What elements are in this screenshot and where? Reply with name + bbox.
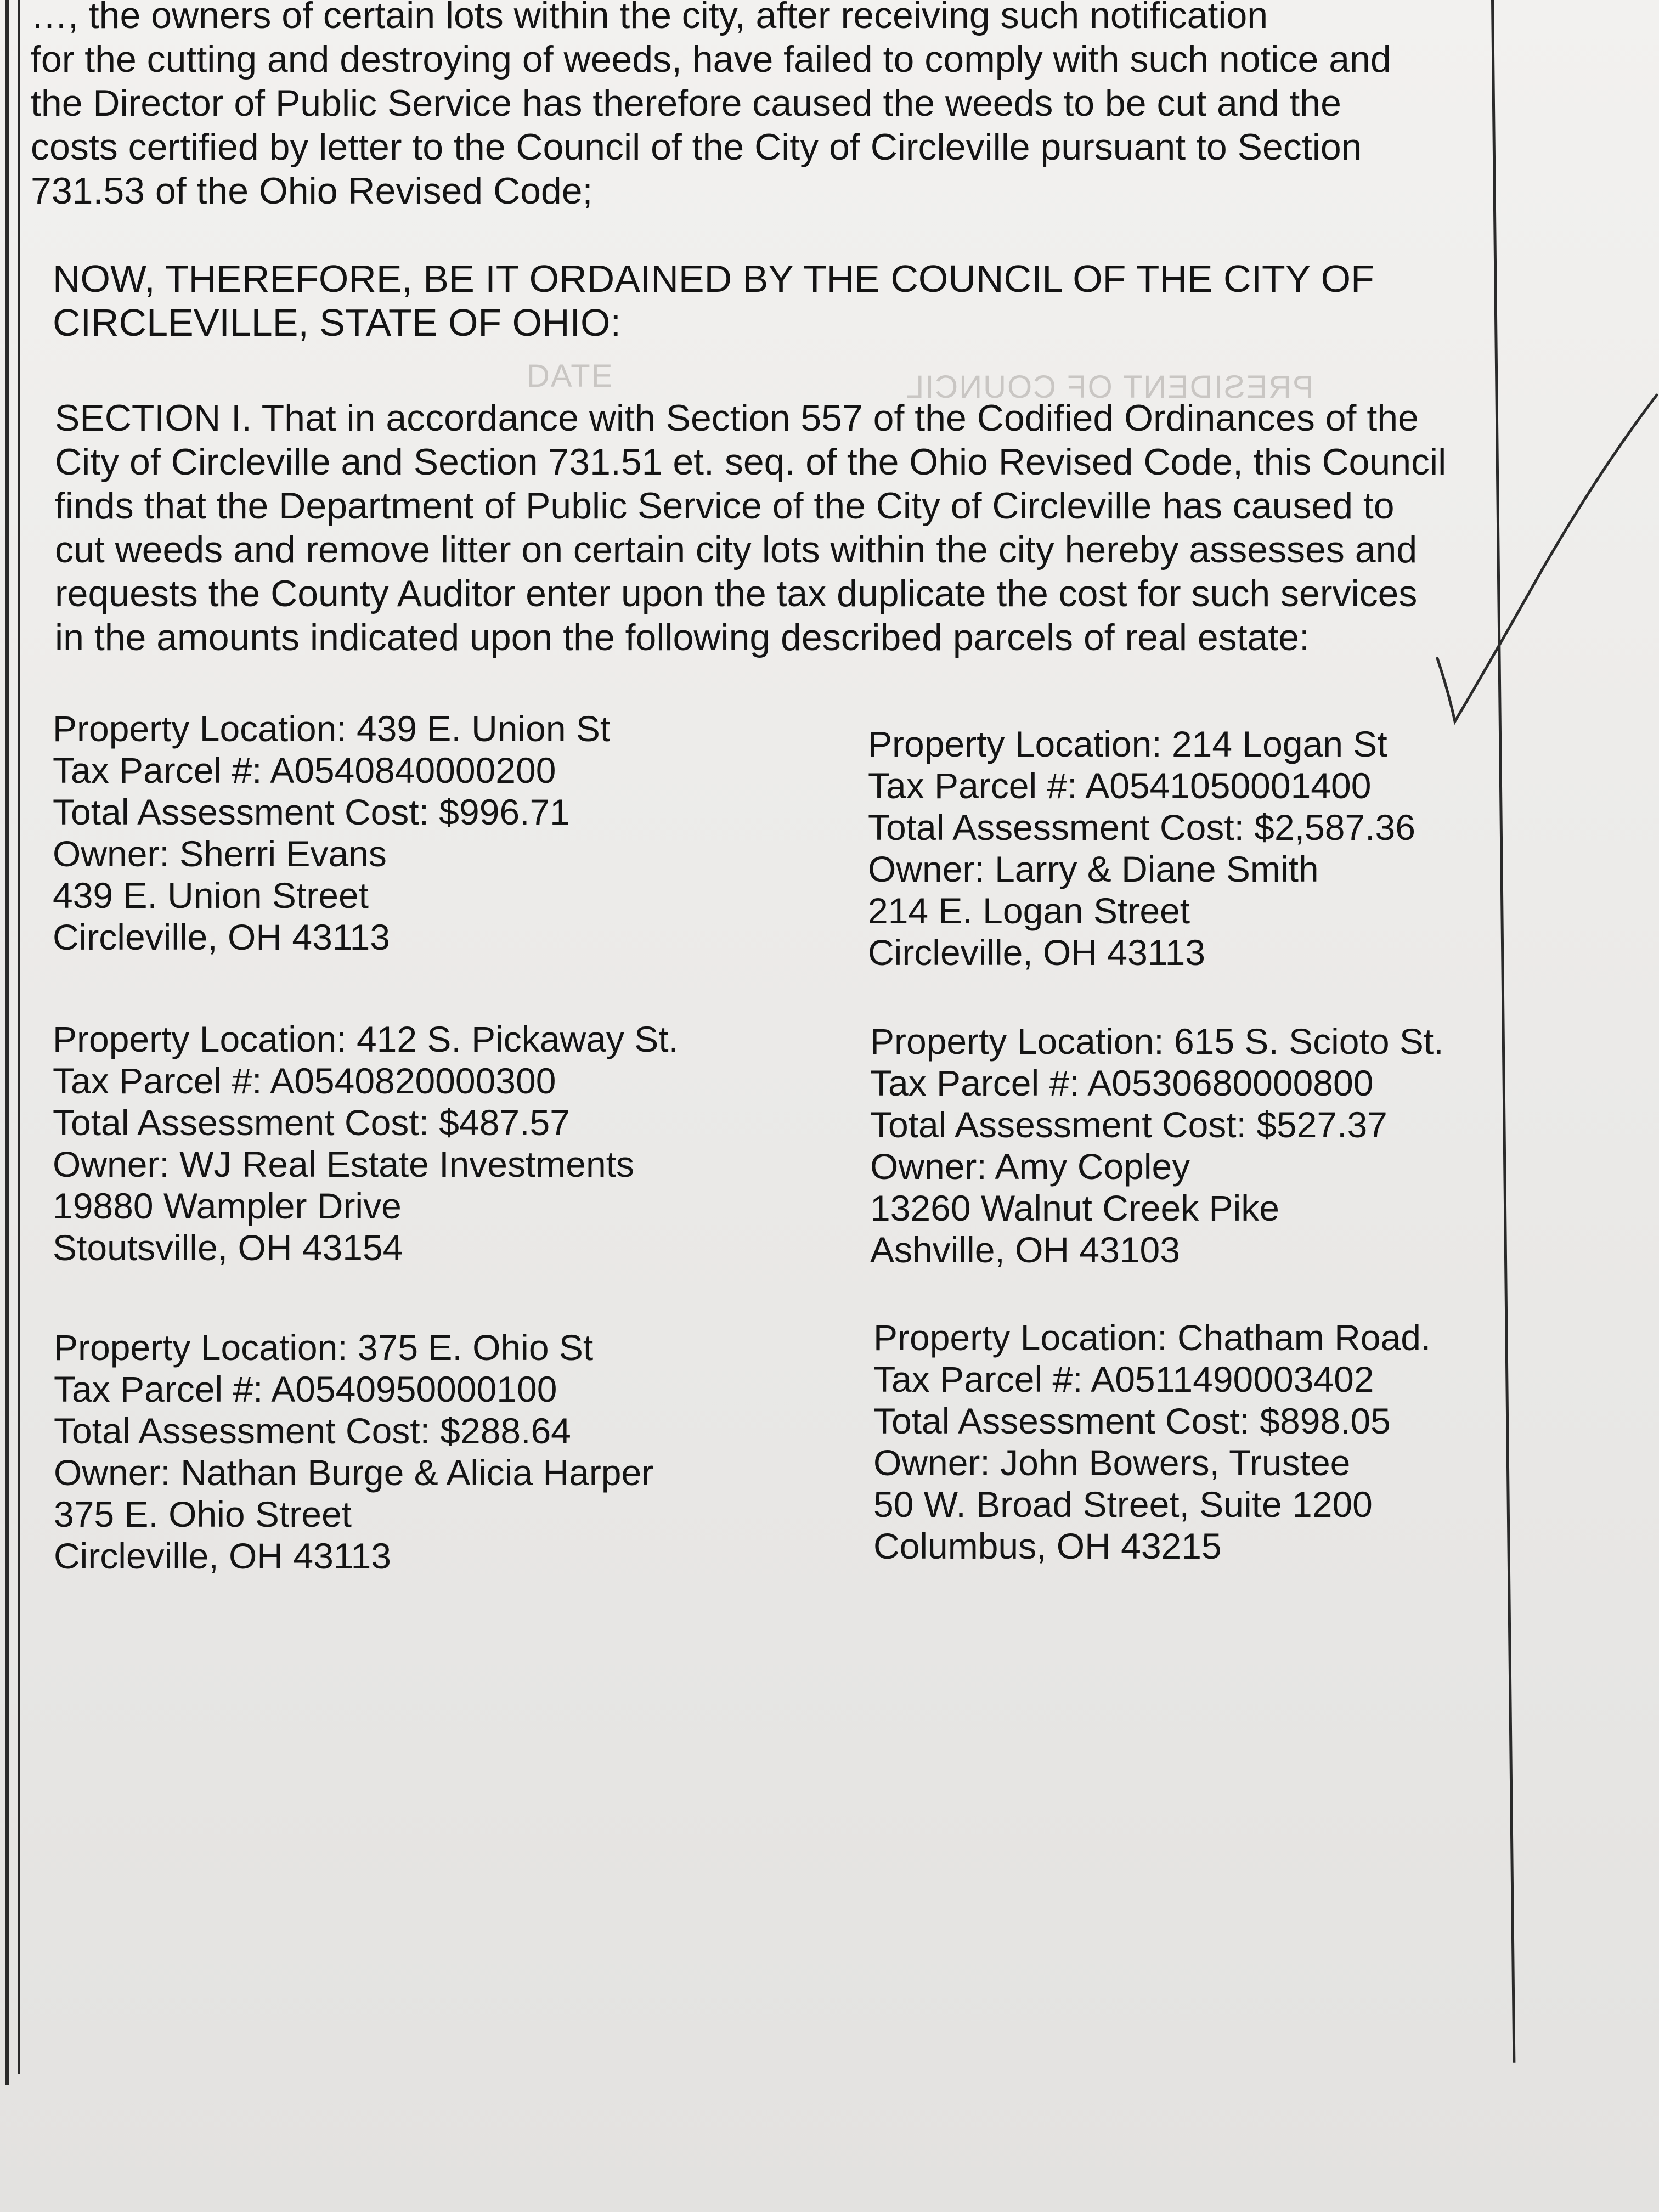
tax-parcel: Tax Parcel #: A0541050001400 bbox=[868, 765, 1372, 806]
handwritten-checkmark-icon bbox=[1404, 373, 1659, 735]
property-location: Property Location: 615 S. Scioto St. bbox=[870, 1021, 1444, 1062]
property-location: Property Location: 439 E. Union St bbox=[53, 708, 611, 749]
intro-line: 731.53 of the Ohio Revised Code; bbox=[31, 170, 593, 212]
section-line: SECTION I. That in accordance with Section 557 of the Codified Ordinances of the bbox=[55, 397, 1419, 439]
parcel-entry bbox=[53, 708, 610, 958]
bleed-through-date: DATE bbox=[527, 358, 614, 394]
owner-address-line1: 19880 Wampler Drive bbox=[53, 1186, 402, 1226]
owner-address-line2: Circleville, OH 43113 bbox=[53, 917, 391, 957]
owner-address-line2: Circleville, OH 43113 bbox=[868, 932, 1206, 973]
tax-parcel: Tax Parcel #: A0540950000100 bbox=[54, 1369, 557, 1409]
intro-paragraph bbox=[31, 0, 1446, 213]
assessment-cost: Total Assessment Cost: $996.71 bbox=[53, 792, 570, 832]
owner-address-line2: Circleville, OH 43113 bbox=[54, 1536, 392, 1576]
owner-address-line2: Ashville, OH 43103 bbox=[870, 1229, 1180, 1270]
ordained-line: CIRCLEVILLE, STATE OF OHIO: bbox=[53, 301, 621, 344]
intro-line: the Director of Public Service has therefore caused the weeds to be cut and the bbox=[31, 82, 1341, 124]
tax-parcel: Tax Parcel #: A0511490003402 bbox=[873, 1359, 1374, 1400]
owner-address-line1: 50 W. Broad Street, Suite 1200 bbox=[873, 1484, 1373, 1525]
property-location: Property Location: 375 E. Ohio St bbox=[54, 1327, 594, 1368]
owner-name: Owner: WJ Real Estate Investments bbox=[53, 1144, 635, 1184]
parcel-entry bbox=[873, 1317, 1431, 1567]
section-line: in the amounts indicated upon the following described parcels of real estate: bbox=[55, 617, 1310, 658]
owner-name: Owner: Amy Copley bbox=[870, 1146, 1190, 1187]
section-line: cut weeds and remove litter on certain city lots within the city hereby assesses and bbox=[55, 529, 1418, 571]
owner-name: Owner: Sherri Evans bbox=[53, 833, 387, 874]
intro-line: costs certified by letter to the Council of the City of Circleville pursuant to Section bbox=[31, 126, 1362, 168]
assessment-cost: Total Assessment Cost: $527.37 bbox=[870, 1104, 1387, 1145]
assessment-cost: Total Assessment Cost: $898.05 bbox=[873, 1401, 1391, 1441]
section-one-paragraph bbox=[55, 396, 1447, 659]
tax-parcel: Tax Parcel #: A0540840000200 bbox=[53, 750, 556, 791]
ordained-heading bbox=[53, 257, 1457, 345]
owner-name: Owner: Larry & Diane Smith bbox=[868, 849, 1319, 889]
owner-address-line2: Columbus, OH 43215 bbox=[873, 1526, 1222, 1566]
owner-name: Owner: John Bowers, Trustee bbox=[873, 1442, 1351, 1483]
owner-address-line2: Stoutsville, OH 43154 bbox=[53, 1227, 403, 1268]
parcel-entry bbox=[868, 723, 1415, 973]
bleed-through-president: PRESIDENT OF COUNCIL bbox=[905, 369, 1314, 405]
left-margin-rule-inner bbox=[18, 0, 20, 2074]
tax-parcel: Tax Parcel #: A0530680000800 bbox=[870, 1063, 1374, 1103]
assessment-cost: Total Assessment Cost: $2,587.36 bbox=[868, 807, 1415, 848]
intro-line: for the cutting and destroying of weeds, have failed to comply with such notice and bbox=[31, 38, 1391, 80]
section-line: requests the County Auditor enter upon the tax duplicate the cost for such services bbox=[55, 573, 1418, 614]
intro-line: …, the owners of certain lots within the city, after receiving such notification bbox=[31, 0, 1268, 36]
owner-address-line1: 439 E. Union Street bbox=[53, 875, 369, 916]
property-location: Property Location: 214 Logan St bbox=[868, 724, 1387, 764]
owner-name: Owner: Nathan Burge & Alicia Harper bbox=[54, 1452, 654, 1493]
assessment-cost: Total Assessment Cost: $288.64 bbox=[54, 1410, 571, 1451]
section-line: finds that the Department of Public Service of the City of Circleville has caused to bbox=[55, 485, 1395, 527]
left-margin-rule bbox=[5, 0, 9, 2085]
parcel-entry bbox=[54, 1327, 653, 1577]
owner-address-line1: 375 E. Ohio Street bbox=[54, 1494, 352, 1534]
tax-parcel: Tax Parcel #: A0540820000300 bbox=[53, 1060, 556, 1101]
property-location: Property Location: 412 S. Pickaway St. bbox=[53, 1019, 679, 1059]
owner-address-line1: 13260 Walnut Creek Pike bbox=[870, 1188, 1279, 1228]
assessment-cost: Total Assessment Cost: $487.57 bbox=[53, 1102, 570, 1143]
parcel-entry bbox=[870, 1020, 1444, 1271]
property-location: Property Location: Chatham Road. bbox=[873, 1317, 1431, 1358]
right-margin-rule bbox=[1491, 0, 1515, 2063]
section-line: City of Circleville and Section 731.51 et. seq. of the Ohio Revised Code, this Council bbox=[55, 441, 1447, 483]
owner-address-line1: 214 E. Logan Street bbox=[868, 890, 1190, 931]
parcel-entry bbox=[53, 1018, 679, 1268]
ordained-line: NOW, THEREFORE, BE IT ORDAINED BY THE COUNCIL OF THE CITY OF bbox=[53, 257, 1374, 300]
